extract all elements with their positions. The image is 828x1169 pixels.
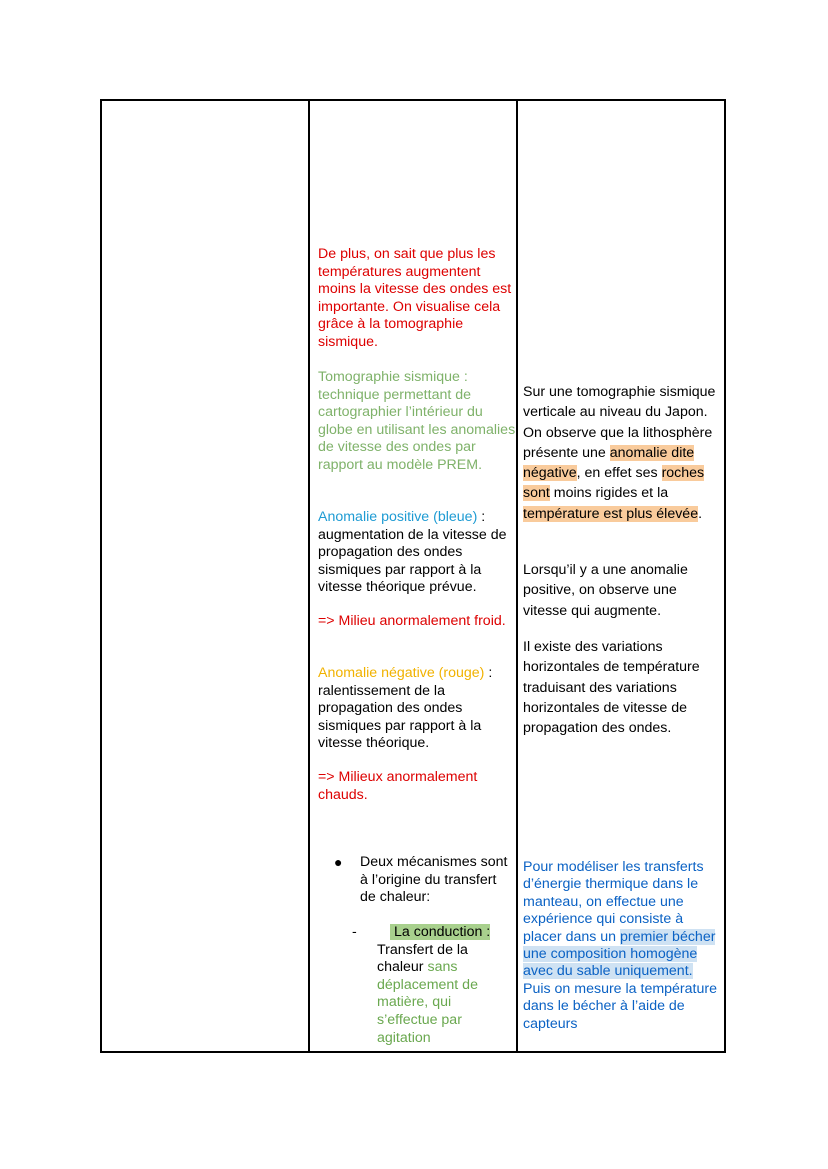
positive-anomaly-definition xyxy=(318,509,518,597)
negative-result: => Milieux anormalement chauds. xyxy=(318,769,478,803)
positive-anomaly-text: augmentation de la vitesse de propagation des ondes sismiques par rapport à la vitesse théorique prévue. xyxy=(318,526,507,596)
japan-text-a: Sur une tomographie sismique verticale au niveau du Japon. On observe que la lithosphère présente une xyxy=(523,384,716,461)
paragraph-horizontal-variations xyxy=(518,637,724,738)
positive-colon: : xyxy=(477,509,486,525)
experiment-text-c: Puis on mesure la température dans le bécher à l’aide de capteurs xyxy=(523,980,717,1032)
heat-transfer-text: Deux mécanismes sont à l’origine du transfert de chaleur: xyxy=(360,854,508,906)
notes-table xyxy=(100,99,726,1053)
paragraph-tomography xyxy=(312,369,518,475)
temperature-text: De plus, on sait que plus les températures augmentent moins la vitesse des ondes est importante. On visualise cela grâce à la tomographie sismique. xyxy=(318,246,512,350)
conduction-text xyxy=(352,942,514,1048)
negative-anomaly-label: Anomalie négative (rouge) xyxy=(318,665,485,681)
japan-text-c: , en effet ses xyxy=(576,465,662,482)
paragraph-temperature xyxy=(312,246,518,352)
negative-anomaly-highlight: anomalie dite négative xyxy=(523,444,695,482)
positive-observation: Lorsqu’il y a une anomalie positive, on observe une vitesse qui augmente. xyxy=(523,562,688,619)
conduction-text-b: sans déplacement de matière, qui s’effectue par agitation xyxy=(377,959,478,1046)
negative-anomaly-text: ralentissement de la propagation des ondes sismiques par rapport à la vitesse théorique. xyxy=(318,682,482,752)
paragraph-negative-result xyxy=(312,769,518,804)
paragraph-negative-anomaly xyxy=(312,665,518,753)
negative-colon: : xyxy=(484,665,493,681)
japan-text-e: moins rigides et la xyxy=(549,485,669,502)
bullet-heat-transfer xyxy=(330,854,514,907)
japan-text-g: . xyxy=(698,505,703,522)
tomography-definition: Tomographie sismique : technique permettant de cartographier l’intérieur du globe en utilisant les anomalies de vitesse des ondes par rapport au modèle PREM. xyxy=(318,369,516,473)
paragraph-positive-result xyxy=(312,613,518,631)
conduction-text-a: Transfert de la chaleur xyxy=(377,941,468,976)
paragraph-japan-tomography xyxy=(518,382,724,524)
experiment-highlight: premier bécher une composition homogène avec du sable uniquement. xyxy=(523,928,716,980)
experiment-text-a: Pour modéliser les transferts d’énergie thermique dans le manteau, on effectue une expérience qui consiste à placer dans un xyxy=(523,859,704,945)
temperature-highlight: température est plus élevée xyxy=(523,505,699,522)
horizontal-variations: Il existe des variations horizontales de température traduisant des variations horizontales de vitesse de propagation des ondes. xyxy=(523,639,700,737)
japan-text xyxy=(523,382,724,524)
conduction-label: La conduction : xyxy=(390,924,490,940)
bullet-icon: ● xyxy=(334,854,343,870)
rocks-highlight: roches sont xyxy=(523,465,705,502)
column-divider xyxy=(308,101,310,1051)
negative-anomaly-definition xyxy=(318,665,518,753)
dash-icon: - xyxy=(352,924,357,940)
paragraph-positive-anomaly-observation xyxy=(518,560,724,621)
positive-anomaly-label: Anomalie positive (bleue) xyxy=(318,509,478,525)
conduction-label-line xyxy=(352,924,514,942)
paragraph-positive-anomaly xyxy=(312,509,518,597)
paragraph-experiment xyxy=(518,859,724,1033)
positive-result: => Milieu anormalement froid. xyxy=(318,613,506,629)
conduction-item xyxy=(352,924,514,1047)
experiment-text xyxy=(523,859,724,1033)
